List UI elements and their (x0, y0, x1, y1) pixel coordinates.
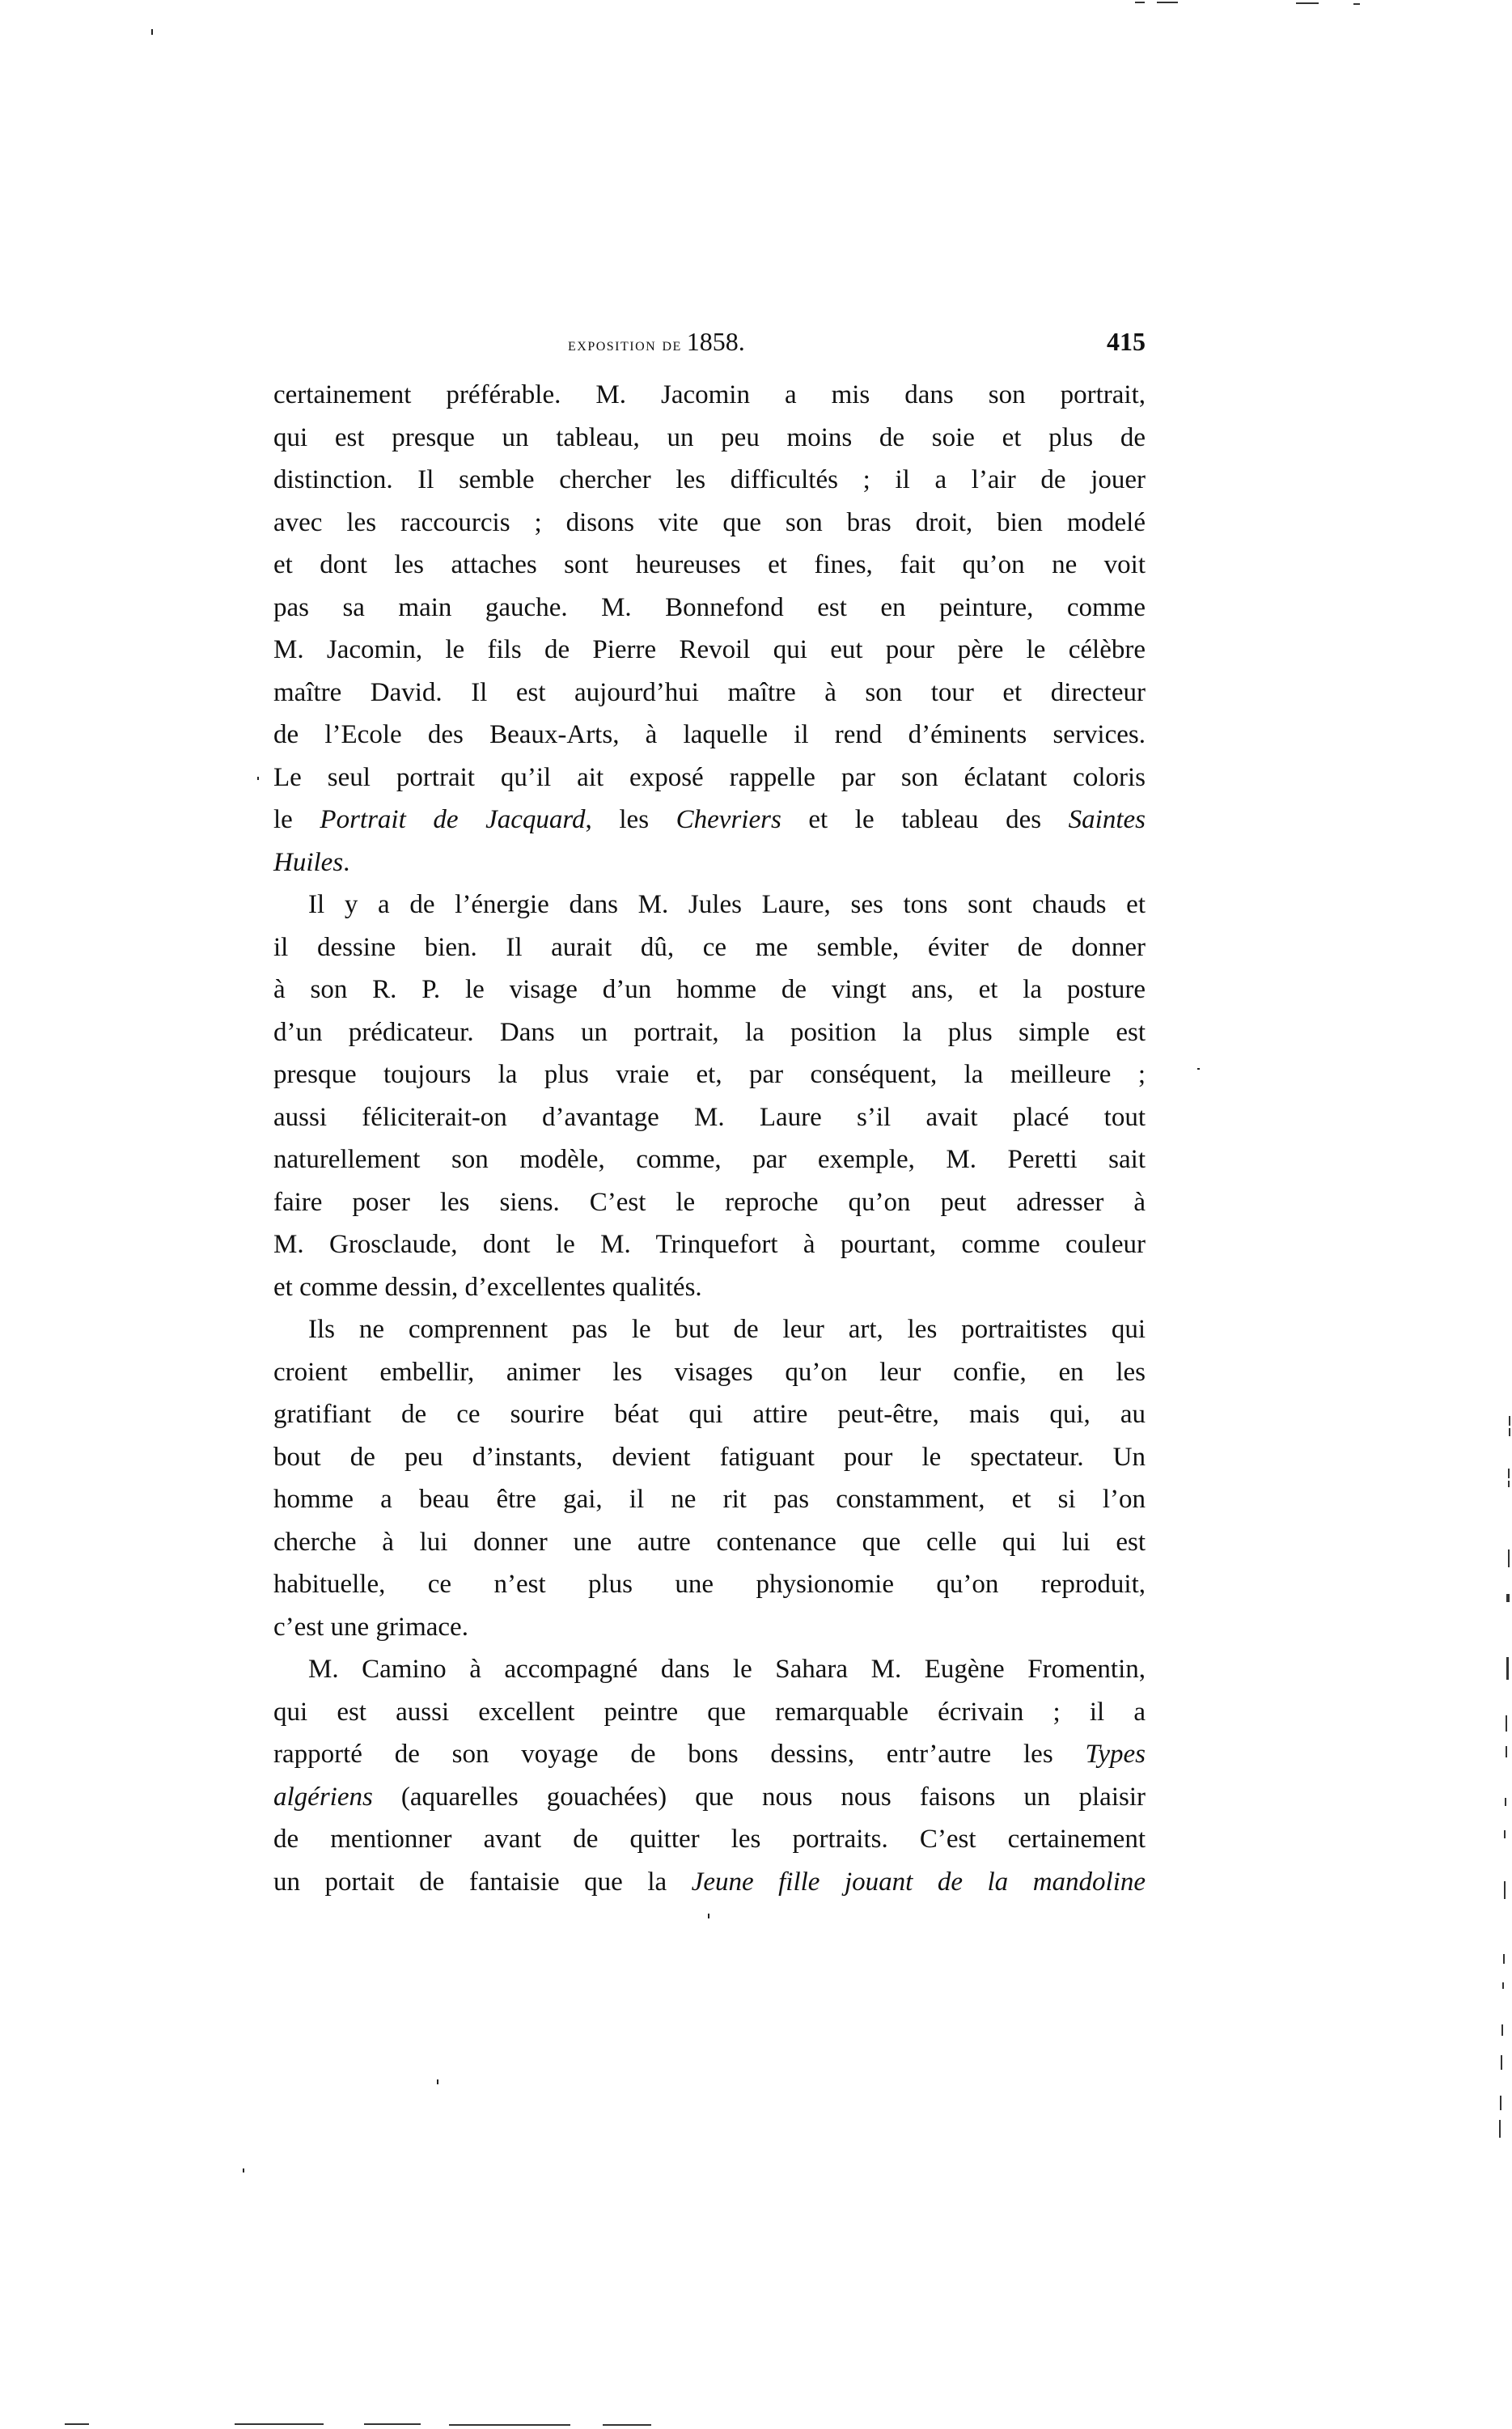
scan-speck (243, 2168, 244, 2173)
scan-artifact-right-margin (1504, 1881, 1506, 1899)
line-text: croient embellir, animer les visages qu’on leur confie, en les (273, 1357, 1146, 1387)
line-text: Il y a de l’énergie dans M. Jules Laure, ses tons sont chauds et (308, 890, 1146, 919)
text-line (273, 629, 1146, 672)
line-text: certainement préférable. M. Jacomin a mis dans son portrait, (273, 380, 1146, 409)
text-line (273, 1818, 1146, 1861)
text-line (273, 374, 1146, 417)
line-text: presque toujours la plus vraie et, par conséquent, la meilleure ; (273, 1060, 1146, 1089)
text-line (273, 1266, 1146, 1309)
line-text: habituelle, ce n’est plus une physionomie qu’on reproduit, (273, 1570, 1146, 1599)
scan-artifact-bottom (235, 2423, 324, 2425)
text-line (273, 1478, 1146, 1521)
text-line (273, 544, 1146, 587)
scan-artifact-right-margin (1505, 1798, 1506, 1806)
scan-artifact-right-margin (1503, 1954, 1505, 1964)
line-text: il dessine bien. Il aurait dû, ce me semble, éviter de donner (273, 932, 1146, 962)
line-text: naturellement son modèle, comme, par exemple, M. Peretti sait (273, 1145, 1146, 1174)
text-line (273, 417, 1146, 460)
text-line (273, 757, 1146, 799)
line-text: qui est presque un tableau, un peu moins de soie et plus de (273, 422, 1146, 452)
line-text: qui est aussi excellent peintre que remarquable écrivain ; il a (273, 1697, 1146, 1727)
text-line (273, 1393, 1146, 1436)
scan-artifact-right-margin (1506, 1715, 1507, 1732)
text-line (273, 459, 1146, 502)
line-text: bout de peu d’instants, devient fatiguant pour le spectateur. Un (273, 1442, 1146, 1472)
line-text: et comme dessin, d’excellentes qualités. (273, 1272, 702, 1302)
text-line (273, 1521, 1146, 1564)
line-text: , les (585, 805, 676, 834)
line-text: gratifiant de ce sourire béat qui attire peut-être, mais qui, au (273, 1400, 1146, 1429)
line-text: M. Grosclaude, dont le M. Trinquefort à pourtant, comme couleur (273, 1230, 1146, 1259)
text-line (273, 969, 1146, 1011)
text-line (273, 884, 1146, 926)
scan-artifact-top-right (1353, 3, 1360, 5)
page-number: 415 (1107, 327, 1146, 356)
text-line (273, 1733, 1146, 1776)
italic-title-text: Chevriers (676, 805, 781, 834)
line-text: d’un prédicateur. Dans un portrait, la position la plus simple est (273, 1017, 1146, 1047)
line-text: (aquarelles gouachées) que nous nous faisons un plaisir (372, 1782, 1146, 1812)
text-line (273, 1011, 1146, 1054)
italic-title-text: Types (1085, 1740, 1146, 1769)
italic-title-text: Jeune fille jouant de la mandoline (691, 1867, 1146, 1897)
scan-artifact-right-margin (1499, 2120, 1501, 2138)
line-text: homme a beau être gai, il ne rit pas constamment, et si l’on (273, 1485, 1146, 1514)
scan-artifact-right-margin (1506, 1594, 1510, 1602)
line-text: avec les raccourcis ; disons vite que son bras droit, bien modelé (273, 507, 1146, 537)
text-line (273, 1053, 1146, 1096)
scan-artifact-right-margin (1509, 1416, 1510, 1426)
text-line (273, 1308, 1146, 1351)
line-text: et dont les attaches sont heureuses et fines, fait qu’on ne voit (273, 550, 1146, 579)
scan-speck (257, 777, 259, 780)
line-text: Le seul portrait qu’il ait exposé rappelle par son éclatant coloris (273, 762, 1146, 792)
line-text: pas sa main gauche. M. Bonnefond est en peinture, comme (273, 592, 1146, 622)
scan-artifact-right-margin (1508, 1469, 1510, 1477)
text-line (273, 1606, 1146, 1649)
scan-artifact-bottom (65, 2423, 89, 2425)
text-line (273, 841, 1146, 884)
line-text: le (273, 805, 320, 834)
text-line (273, 1096, 1146, 1139)
text-line (273, 1563, 1146, 1606)
scan-artifact-right-margin (1508, 1481, 1510, 1487)
running-head (273, 324, 1146, 359)
text-line (273, 714, 1146, 757)
scan-speck (437, 2079, 438, 2084)
scan-artifact-bottom (449, 2424, 570, 2426)
italic-title-text: algériens (273, 1782, 373, 1812)
line-text: et le tableau des (781, 805, 1069, 834)
text-line (273, 799, 1146, 841)
line-text: de mentionner avant de quitter les portraits. C’est certainement (273, 1825, 1146, 1854)
line-text: c’est une grimace. (273, 1612, 468, 1642)
text-line (273, 1436, 1146, 1479)
scan-speck (1197, 1068, 1200, 1070)
running-title-text: exposition de (568, 334, 682, 354)
line-text: cherche à lui donner une autre contenance que celle qui lui est (273, 1527, 1146, 1557)
text-line (273, 587, 1146, 630)
body-text (273, 374, 1146, 1903)
running-title (568, 324, 745, 362)
scan-artifact-bottom (603, 2424, 651, 2426)
text-line (273, 1138, 1146, 1181)
scan-artifact-top-right (1157, 2, 1178, 3)
running-title-year: 1858. (686, 327, 745, 356)
text-line (273, 1648, 1146, 1691)
italic-title-text: Portrait de Jacquard (320, 805, 586, 834)
text-line (273, 926, 1146, 969)
scan-artifact-right-margin (1506, 1746, 1507, 1757)
line-text: de l’Ecole des Beaux-Arts, à laquelle il rend d’éminents services. (273, 720, 1146, 749)
line-text: aussi féliciterait-on d’avantage M. Laure s’il avait placé tout (273, 1102, 1146, 1132)
text-line (273, 1861, 1146, 1904)
italic-title-text: Saintes (1068, 805, 1146, 834)
text-line (273, 1776, 1146, 1819)
scan-artifact-right-margin (1501, 2024, 1503, 2036)
scan-artifact-right-margin (1504, 1830, 1506, 1838)
scan-speck (708, 1914, 709, 1918)
scan-artifact-right-margin (1506, 1657, 1509, 1680)
line-text: maître David. Il est aujourd’hui maître à son tour et directeur (273, 677, 1146, 707)
scan-artifact-top-right (1135, 2, 1145, 3)
scan-artifact-right-margin (1501, 2055, 1502, 2070)
line-text: M. Camino à accompagné dans le Sahara M. Eugène Fromentin, (308, 1655, 1146, 1684)
text-line (273, 1351, 1146, 1394)
text-line (273, 672, 1146, 714)
line-text: rapporté de son voyage de bons dessins, entr’autre les (273, 1740, 1086, 1769)
scan-artifact-right-margin (1508, 1549, 1510, 1567)
scan-artifact-right-margin (1509, 1428, 1510, 1436)
scan-speck (151, 29, 153, 35)
line-text: Ils ne comprennent pas le but de leur art, les portraitistes qui (308, 1315, 1146, 1344)
text-line (273, 502, 1146, 545)
italic-title-text: Huiles (273, 847, 344, 877)
scan-artifact-right-margin (1502, 1982, 1504, 1989)
text-line (273, 1181, 1146, 1224)
line-text: un portait de fantaisie que la (273, 1867, 692, 1897)
scan-artifact-bottom (364, 2423, 421, 2425)
scan-artifact-top-right (1296, 2, 1319, 4)
line-text: M. Jacomin, le fils de Pierre Revoil qui eut pour père le célèbre (273, 635, 1146, 664)
scan-artifact-right-margin (1500, 2096, 1501, 2110)
text-line (273, 1223, 1146, 1266)
line-text: . (343, 847, 350, 877)
line-text: à son R. P. le visage d’un homme de vingt ans, et la posture (273, 975, 1146, 1004)
text-line (273, 1691, 1146, 1734)
line-text: distinction. Il semble chercher les difficultés ; il a l’air de jouer (273, 465, 1146, 494)
line-text: faire poser les siens. C’est le reproche qu’on peut adresser à (273, 1187, 1146, 1217)
